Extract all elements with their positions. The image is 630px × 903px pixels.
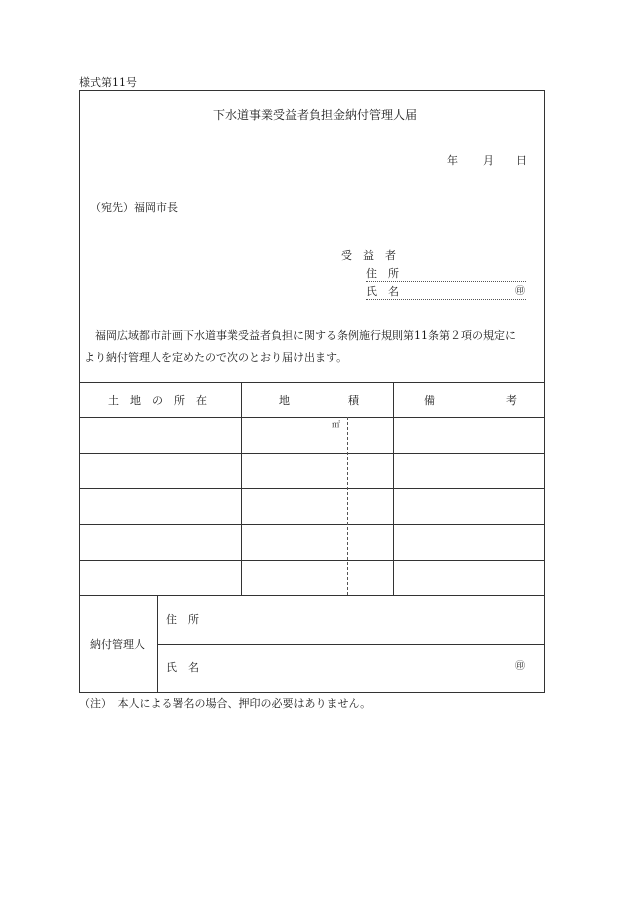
manager-address-field[interactable] <box>210 600 540 640</box>
location-cell[interactable] <box>80 418 240 452</box>
location-cell[interactable] <box>80 561 240 594</box>
header-location: 土 地 の 所 在 <box>108 394 207 407</box>
beneficiary-seal-icon: ㊞ <box>515 286 525 297</box>
area-cell[interactable] <box>242 525 392 559</box>
manager-name-label: 氏 名 <box>166 661 199 674</box>
table-bottom-border <box>79 595 545 596</box>
manager-address-label: 住 所 <box>166 613 199 626</box>
remarks-cell[interactable] <box>394 525 544 559</box>
remarks-cell[interactable] <box>394 454 544 487</box>
beneficiary-name-label: 氏 名 <box>366 285 399 298</box>
remarks-cell[interactable] <box>394 489 544 523</box>
addressee: （宛先）福岡市長 <box>90 201 178 214</box>
area-cell[interactable] <box>242 454 392 487</box>
date-year: 年 <box>447 154 458 167</box>
area-cell[interactable] <box>242 489 392 523</box>
date-month: 月 <box>483 154 494 167</box>
location-cell[interactable] <box>80 489 240 523</box>
header-area-left: 地 <box>279 394 290 407</box>
body-text-line2: より納付管理人を定めたので次のとおり届け出ます。 <box>84 351 348 364</box>
manager-row-border <box>157 644 545 645</box>
header-area-right: 積 <box>348 394 359 407</box>
body-text-line1: 福岡広域都市計画下水道事業受益者負担に関する条例施行規則第11条第２項の規定に <box>95 329 516 342</box>
beneficiary-heading: 受 益 者 <box>341 249 396 262</box>
footnote: （注） 本人による署名の場合、押印の必要はありません。 <box>79 697 372 710</box>
form-number: 様式第11号 <box>79 76 137 89</box>
beneficiary-address-line <box>366 281 526 282</box>
location-cell[interactable] <box>80 454 240 487</box>
manager-seal-icon: ㊞ <box>515 661 525 672</box>
form-title: 下水道事業受益者負担金納付管理人届 <box>212 108 417 122</box>
header-remarks-right: 考 <box>506 394 517 407</box>
manager-label: 納付管理人 <box>90 638 145 651</box>
remarks-cell[interactable] <box>394 561 544 594</box>
header-remarks-left: 備 <box>424 394 435 407</box>
location-cell[interactable] <box>80 525 240 559</box>
table-top-border <box>79 382 545 383</box>
area-cell[interactable] <box>242 418 392 452</box>
beneficiary-address-label: 住 所 <box>366 267 399 280</box>
remarks-cell[interactable] <box>394 418 544 452</box>
beneficiary-name-line <box>366 299 526 300</box>
area-unit: ㎡ <box>332 420 340 429</box>
area-cell[interactable] <box>242 561 392 594</box>
manager-name-field[interactable] <box>210 648 500 688</box>
date-day: 日 <box>516 154 527 167</box>
